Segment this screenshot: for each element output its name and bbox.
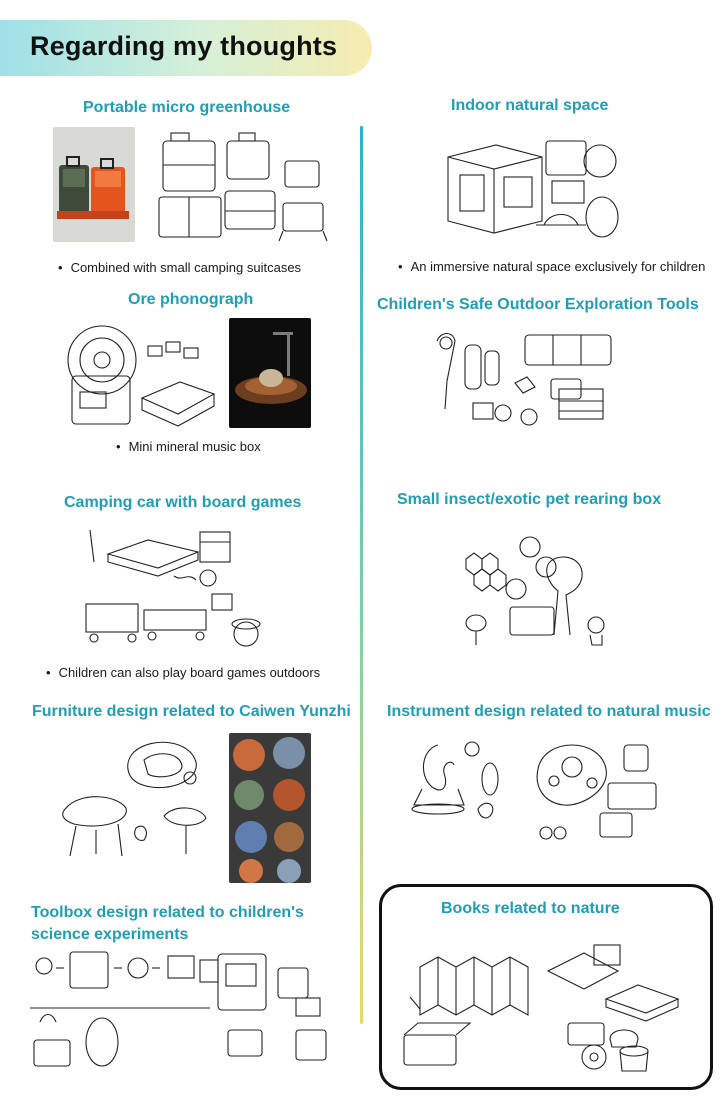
books-sketch [398, 927, 688, 1077]
section-title-books: Books related to nature [441, 900, 620, 917]
section-title-greenhouse: Portable micro greenhouse [83, 99, 291, 116]
bullet-ore-phonograph: • Mini mineral music box [116, 439, 261, 454]
bullet-indoor-space: • An immersive natural space exclusively for children [398, 259, 705, 274]
instrument-sketch [404, 729, 674, 861]
exploration-tools-sketch [425, 321, 617, 445]
ore-phonograph-sketch [62, 318, 220, 428]
bullet-greenhouse: • Combined with small camping suitcases [58, 260, 301, 275]
toolbox-sketch [30, 946, 350, 1074]
header-banner [0, 20, 372, 76]
bullet-camping-car: • Children can also play board games outdoors [46, 665, 320, 680]
section-title-toolbox-line2: science experiments [31, 926, 189, 943]
page-title: Regarding my thoughts [30, 31, 338, 61]
greenhouse-sketch [155, 127, 333, 245]
greenhouse-photo [53, 127, 135, 242]
furniture-fungus-photo [229, 733, 311, 883]
furniture-sketch [40, 732, 220, 862]
center-divider [360, 126, 363, 1024]
section-title-furniture: Furniture design related to Caiwen Yunzhi [32, 703, 351, 720]
section-title-ore-phonograph: Ore phonograph [128, 291, 254, 308]
section-title-insect-box: Small insect/exotic pet rearing box [397, 491, 662, 508]
indoor-space-sketch [436, 121, 632, 247]
section-title-instrument: Instrument design related to natural music [387, 703, 711, 720]
section-title-indoor-space: Indoor natural space [451, 97, 609, 114]
ore-phonograph-photo [229, 318, 311, 428]
section-title-camping-car: Camping car with board games [64, 494, 302, 511]
section-title-toolbox-line1: Toolbox design related to children's [31, 904, 304, 921]
insect-box-sketch [446, 519, 618, 657]
camping-car-sketch [78, 522, 278, 652]
section-title-exploration-tools: Children's Safe Outdoor Exploration Tools [377, 296, 699, 313]
